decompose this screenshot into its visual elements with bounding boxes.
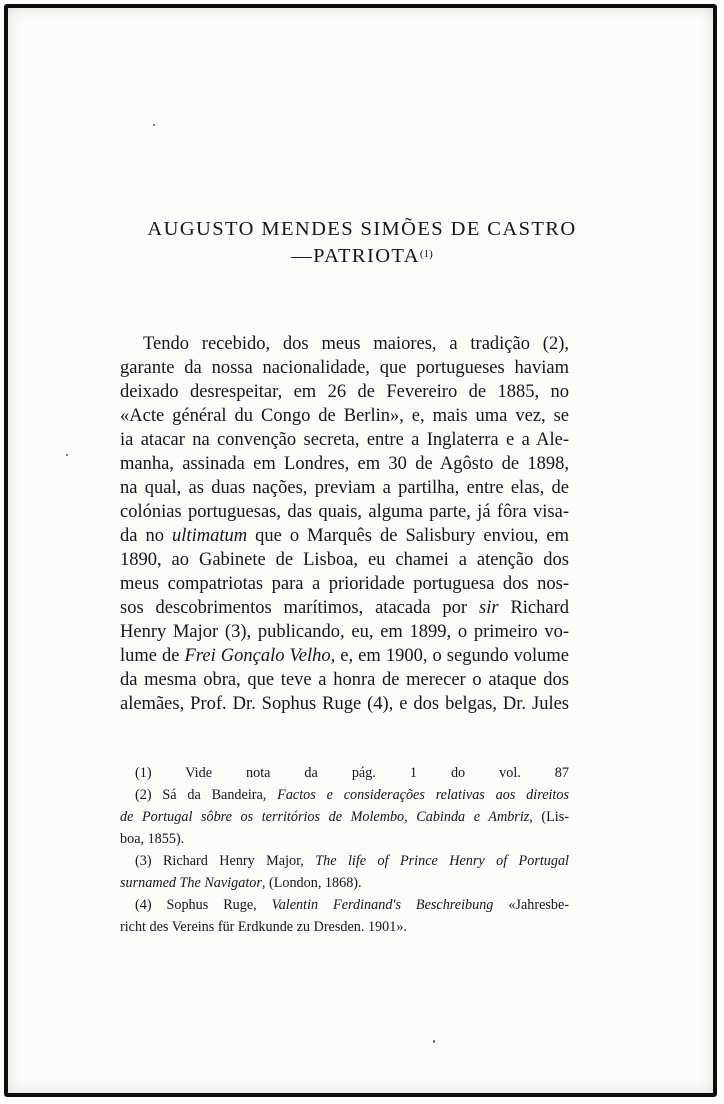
- page-title-line-2: [60, 245, 664, 268]
- footnote-line: (2) Sá da Bandeira, Factos e considerações relativas aos direitos: [135, 787, 569, 803]
- footnote-line: (4) Sophus Ruge, Valentin Ferdinand's Beschreibung «Jahresbe-: [135, 897, 570, 913]
- text-line: da mesma obra, que teve a honra de merecer o ataque dos: [120, 670, 569, 690]
- text-line: «Acte général du Congo de Berlin», e, mais uma vez, se: [120, 406, 569, 426]
- footnote-line: boa, 1855).: [120, 831, 185, 847]
- text-line: Henry Major (3), publicando, eu, em 1899, o primeiro vo-: [120, 622, 569, 642]
- text-line: 1890, ao Gabinete de Lisboa, eu chamei a atenção dos: [120, 550, 569, 570]
- footnote-line: surnamed The Navigator, (London, 1868).: [120, 875, 362, 891]
- page-title-line-1: AUGUSTO MENDES SIMÕES DE CASTRO: [147, 218, 577, 240]
- title-footnote-mark: (1): [419, 248, 433, 260]
- footnote-line: de Portugal sôbre os territórios de Molembo, Cabinda e Ambriz, (Lis-: [120, 809, 569, 825]
- footnote-line: (1) Vide nota da pág. 1 do vol. 87: [135, 765, 569, 781]
- page-title-text: —PATRIOTA: [291, 245, 420, 267]
- ink-speck: [153, 124, 155, 126]
- ink-speck: [433, 1040, 435, 1043]
- text-line: lume de Frei Gonçalo Velho, e, em 1900, o segundo volume: [120, 646, 569, 666]
- text-line: colónias portuguesas, das quais, alguma parte, já fôra visa-: [120, 502, 569, 522]
- text-line: deixado desrespeitar, em 26 de Fevereiro de 1885, no: [120, 382, 569, 402]
- ink-speck: [66, 454, 68, 456]
- text-line: ia atacar na convenção secreta, entre a Inglaterra e a Ale-: [120, 430, 569, 450]
- text-line: sos descobrimentos marítimos, atacada por sir Richard: [120, 598, 570, 618]
- text-line: meus compatriotas para a prioridade portuguesa dos nos-: [120, 574, 569, 594]
- text-line: garante da nossa nacionalidade, que portugueses haviam: [120, 358, 569, 378]
- text-line: Tendo recebido, dos meus maiores, a tradição (2),: [143, 334, 569, 354]
- text-line: da no ultimatum que o Marquês de Salisbury enviou, em: [120, 526, 569, 546]
- text-line: alemães, Prof. Dr. Sophus Ruge (4), e dos belgas, Dr. Jules: [120, 694, 569, 714]
- text-line: manha, assinada em Londres, em 30 de Agôsto de 1898,: [120, 454, 569, 474]
- footnote-line: (3) Richard Henry Major, The life of Prince Henry of Portugal: [135, 853, 569, 869]
- footnote-line: richt des Vereins für Erdkunde zu Dresden. 1901».: [120, 919, 407, 935]
- text-line: na qual, as duas nações, previam a partilha, entre elas, de: [120, 478, 569, 498]
